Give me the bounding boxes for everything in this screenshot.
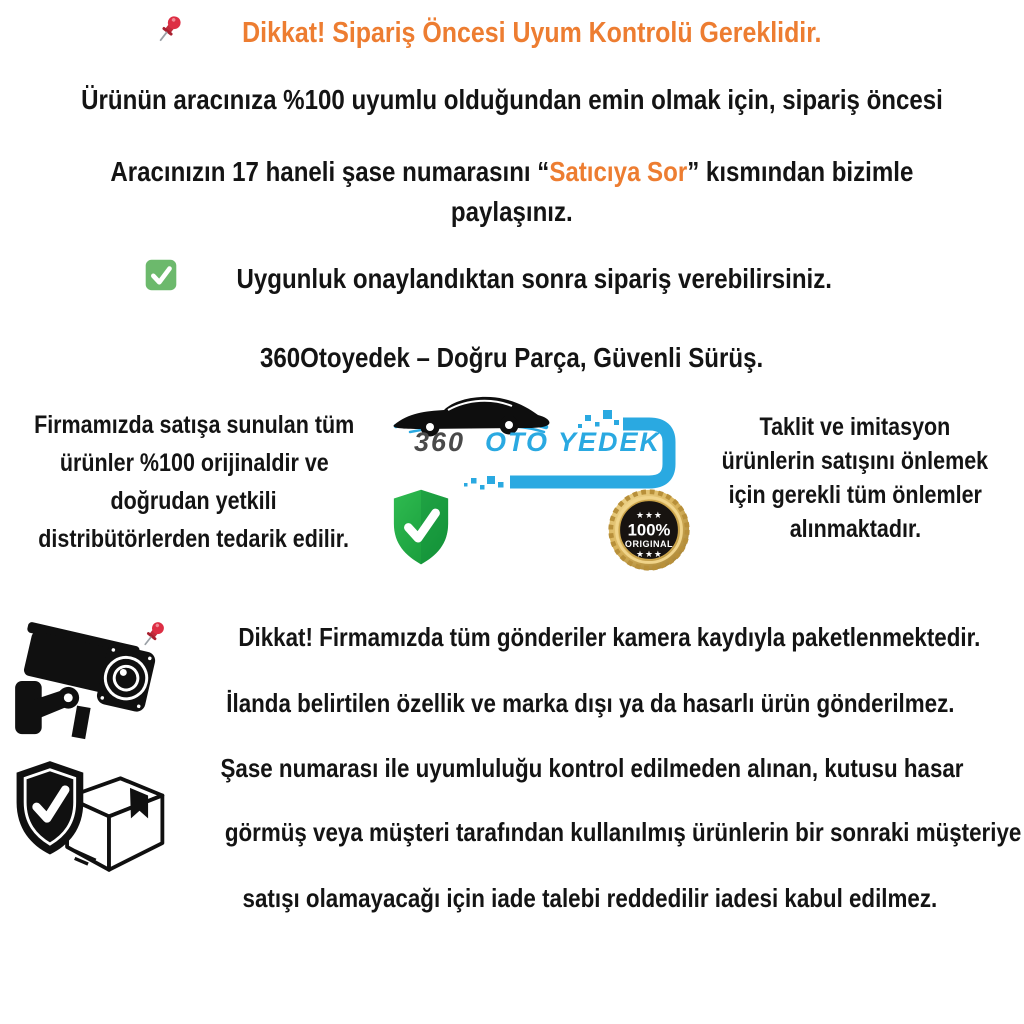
badge-stars-bottom: ★ ★ ★ [636,549,662,559]
anti-counterfeit-text: Taklit ve imitasyon ürünlerin satışını önlemek için gerekli tüm önlemler alınmaktadır. [721,413,989,543]
brand-slogan: 360Otoyedek – Doğru Parça, Güvenli Sürüş. [260,342,764,373]
vin-request-line [0,156,1024,188]
warning-title: Dikkat! Sipariş Öncesi Uyum Kontrolü Gereklidir. [242,16,822,49]
original-badge [606,486,692,574]
vin-line-part1: Aracınızın 17 haneli şase numarasını “ [110,156,550,187]
shipping-line: İlanda belirtilen özellik ve marka dışı ya da hasarlı ürün gönderilmez. [225,688,955,718]
badge-stars-top: ★ ★ ★ [636,510,662,520]
badge-label: ORIGINAL [624,539,674,550]
pushpin-icon [155,14,185,52]
shield-check-icon [390,487,452,568]
ask-seller-highlight: Satıcıya Sor [549,156,688,187]
warning-title-row [0,14,1024,52]
logo-number: 360 [414,427,466,457]
badge-percent: 100% [627,520,671,540]
logo-name: OTO YEDEK [485,427,662,457]
approval-line-row [0,258,1024,299]
camera-notice-row [160,620,1020,655]
camera-notice: Dikkat! Firmamızda tüm gönderiler kamera kaydıyla paketlenmektedir. [238,622,980,652]
vin-request-line-cont: paylaşınız. [451,196,573,227]
shipping-line: Şase numarası ile uyumluluğu kontrol edilmeden alınan, kutusu hasar [220,753,964,783]
shipping-line: satışı olamayacağı için iade talebi reddedilir iadesi kabul edilmez. [242,883,938,913]
original-products-text: Firmamızda satışa sunulan tüm ürünler %100 orijinaldir ve doğrudan yetkili distribütörlerden tedarik edilir. [33,411,355,553]
vin-line-part2: ” kısmından bizimle [687,156,914,187]
check-square-icon [144,258,178,299]
approval-line: Uygunluk onaylandıktan sonra sipariş verebilirsiniz. [236,262,832,294]
shipping-line: görmüş veya müşteri tarafından kullanılmış ürünlerin bir sonraki müşteriye [224,817,1022,847]
compat-line: Ürünün aracınıza %100 uyumlu olduğundan emin olmak için, sipariş öncesi [81,84,943,115]
shield-package-icon [8,756,170,894]
pushpin-icon [140,620,168,655]
